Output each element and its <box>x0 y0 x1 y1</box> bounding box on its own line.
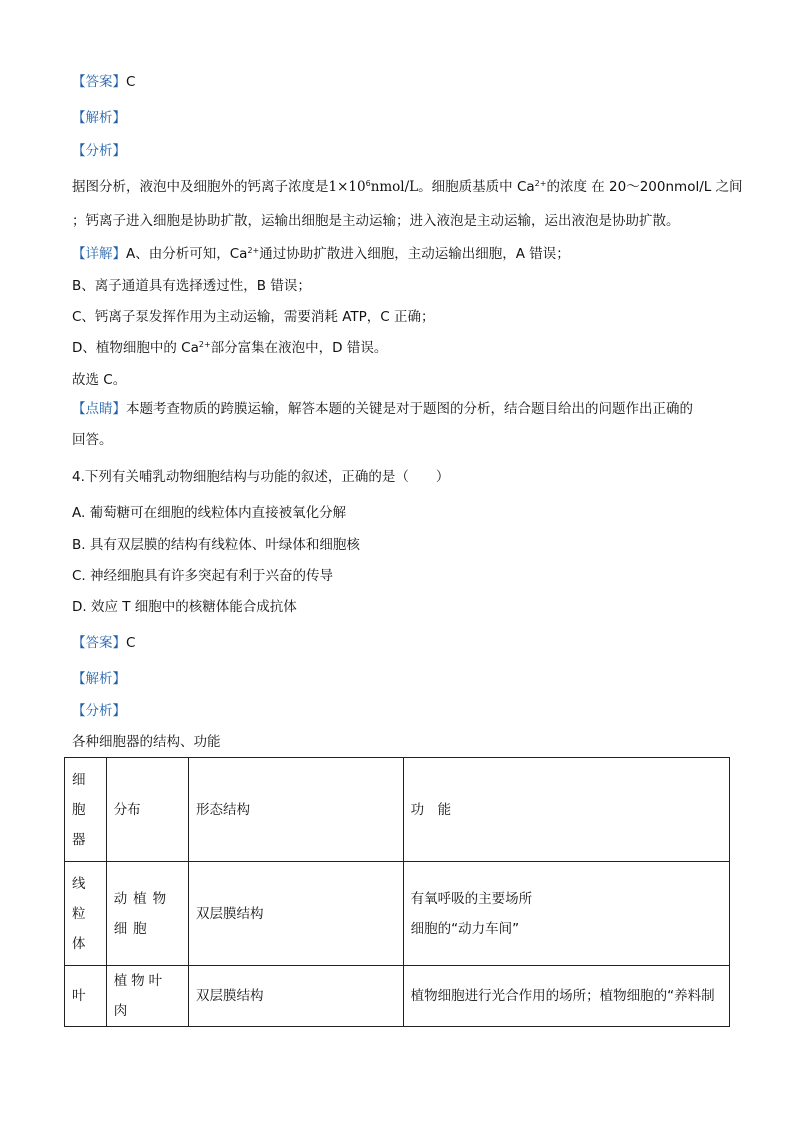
vertical-char: 线 <box>72 875 86 892</box>
fenxi-paragraph-line-2: ；钙离子进入细胞是协助扩散，运输出细胞是主动运输；进入液泡是主动运输，运出液泡是协助扩散。 <box>72 213 680 229</box>
structure: 双层膜结构 <box>189 966 404 1027</box>
xiangjie-line-c: C、钙离子泵发挥作用为主动运输，需要消耗 ATP，C 正确； <box>72 309 435 325</box>
organelle-table <box>64 757 730 1027</box>
fenxi-text-2: 。细胞质基质中 Ca <box>418 179 535 195</box>
fenxi-tag-2: 【分析】 <box>72 703 126 719</box>
concentration-value: 1×10 <box>328 179 366 195</box>
fenxi-paragraph-line-1 <box>72 177 743 197</box>
dianjing-line-1 <box>72 399 693 419</box>
vertical-char: 粒 <box>72 905 86 922</box>
xiangjie-line-b: B、离子通道具有选择透过性，B 错误； <box>72 278 311 294</box>
vertical-char: 器 <box>72 831 86 848</box>
fenxi-text: 据图分析，液泡中及细胞外的钙离子浓度是 <box>72 179 329 195</box>
answer-line-1 <box>72 72 135 92</box>
analysis-tag: 【解析】 <box>72 110 126 126</box>
answer-tag: 【答案】 <box>72 74 126 90</box>
function <box>403 862 729 966</box>
structure: 双层膜结构 <box>189 862 404 966</box>
header-distribution: 分布 <box>106 758 188 862</box>
function-line-1: 植物细胞进行光合作用的场所；植物细胞的“养料制 <box>410 988 715 1004</box>
header-function: 功 能 <box>403 758 729 862</box>
option-b: B. 具有双层膜的结构有线粒体、叶绿体和细胞核 <box>72 537 360 553</box>
distribution-text: 植物叶肉 <box>113 973 167 1019</box>
option-a: A. 葡萄糖可在细胞的线粒体内直接被氧化分解 <box>72 505 347 521</box>
answer-tag: 【答案】 <box>72 635 126 651</box>
vertical-char: 胞 <box>72 801 86 818</box>
answer-line-2 <box>72 633 135 653</box>
choose-line: 故选 C。 <box>72 372 127 388</box>
xiangjie-text: A、由分析可知，Ca <box>126 246 248 262</box>
charge-superscript: 2+ <box>247 246 260 255</box>
charge-superscript: 2+ <box>198 340 211 349</box>
option-d: D. 效应 T 细胞中的核糖体能合成抗体 <box>72 599 297 615</box>
fenxi-tag: 【分析】 <box>72 143 126 159</box>
table-caption: 各种细胞器的结构、功能 <box>72 734 221 750</box>
vertical-char: 细 <box>72 771 86 788</box>
charge-superscript: 2+ <box>534 179 547 188</box>
organelle-name: 叶 <box>65 966 107 1027</box>
xiangjie-line-a <box>72 244 570 264</box>
line-d-text-2: 部分富集在液泡中，D 错误。 <box>210 340 388 356</box>
analysis-tag-2: 【解析】 <box>72 671 126 687</box>
table-row <box>65 862 730 966</box>
distribution <box>106 862 188 966</box>
function-line-1: 有氧呼吸的主要场所 <box>410 890 533 907</box>
distribution <box>106 966 188 1027</box>
header-structure: 形态结构 <box>189 758 404 862</box>
answer-value: C <box>126 635 136 651</box>
organelle-name <box>65 862 107 966</box>
dianjing-line-2: 回答。 <box>72 432 113 448</box>
function <box>403 966 729 1027</box>
option-c: C. 神经细胞具有许多突起有利于兴奋的传导 <box>72 568 334 584</box>
vertical-char: 体 <box>72 935 86 952</box>
exponent: 6 <box>365 179 371 188</box>
xiangjie-line-d <box>72 338 387 358</box>
table-header-row <box>65 758 730 862</box>
question-4-stem: 4.下列有关哺乳动物细胞结构与功能的叙述，正确的是（ ） <box>72 469 450 485</box>
fenxi-text-3: 的浓度 在 20～200nmol/L 之间 <box>546 179 743 195</box>
table-row <box>65 966 730 1027</box>
xiangjie-text-2: 通过协助扩散进入细胞，主动运输出细胞，A 错误； <box>259 246 570 262</box>
header-organelle <box>65 758 107 862</box>
answer-value: C <box>126 74 136 90</box>
organelle-name-text <box>72 869 99 959</box>
function-line-2: 细胞的“动力车间” <box>410 920 520 937</box>
xiangjie-tag: 【详解】 <box>72 246 126 262</box>
distribution-text: 动植物细胞 <box>113 890 173 937</box>
line-d-text: D、植物细胞中的 Ca <box>72 340 199 356</box>
unit: nmol/L <box>370 179 419 195</box>
header-organelle-text <box>72 765 99 855</box>
dianjing-tag: 【点睛】 <box>72 401 126 417</box>
dianjing-text: 本题考查物质的跨膜运输，解答本题的关键是对于题图的分析，结合题目给出的问题作出正确的 <box>126 401 693 417</box>
